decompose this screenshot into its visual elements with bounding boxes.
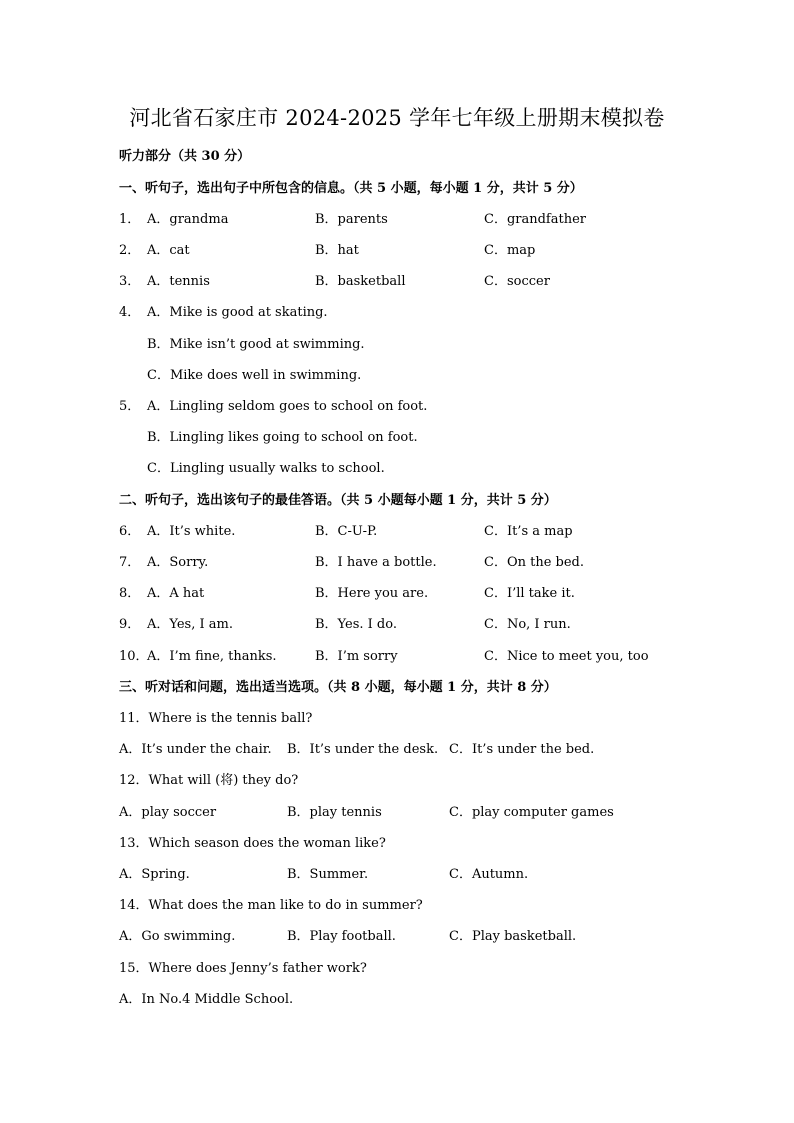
option-b: B．hat: [315, 243, 359, 258]
option-c: C．Nice to meet you, too: [484, 649, 649, 664]
option-b: B．Summer.: [287, 867, 369, 882]
question-text: 14．What does the man like to do in summer?: [119, 898, 423, 913]
option-c: C．map: [484, 243, 536, 258]
page-title: 河北省石家庄市 2024-2025 学年七年级上册期末模拟卷: [129, 106, 665, 130]
option-c: C．On the bed.: [484, 555, 585, 570]
option-b: B．It’s under the desk.: [287, 742, 439, 757]
question-text: 13．Which season does the woman like?: [119, 836, 386, 851]
option-a: A．Mike is good at skating.: [147, 305, 328, 320]
question-number: 4．: [119, 305, 141, 320]
option-b: B．I’m sorry: [315, 649, 398, 664]
option-c: C．Play basketball.: [449, 929, 577, 944]
question-number: 7．: [119, 555, 141, 570]
option-b: B．basketball: [315, 274, 406, 289]
question-number: 9．: [119, 617, 141, 632]
option-a: A．tennis: [147, 274, 210, 289]
option-a: A．grandma: [147, 212, 229, 227]
option-b: B．Yes. I do.: [315, 617, 397, 632]
option-a: A．Yes, I am.: [147, 617, 233, 632]
option-c: C．Autumn.: [449, 867, 529, 882]
option-c: C．grandfather: [484, 212, 586, 227]
option-c: C．soccer: [484, 274, 550, 289]
option-a: A．Sorry.: [147, 555, 209, 570]
question-number: 8．: [119, 586, 141, 601]
option-b: B．parents: [315, 212, 388, 227]
question-text: 12．What will (将) they do?: [119, 773, 299, 788]
option-b: B．Play football.: [287, 929, 396, 944]
option-a: A．In No.4 Middle School.: [119, 992, 294, 1007]
option-a: A．Go swimming.: [119, 929, 236, 944]
option-b: B．I have a bottle.: [315, 555, 437, 570]
option-a: A．It’s white.: [147, 524, 236, 539]
option-b: B．Mike isn’t good at swimming.: [147, 337, 365, 352]
question-number: 10．: [119, 649, 149, 664]
option-b: B．play tennis: [287, 805, 382, 820]
option-a: A．It’s under the chair.: [119, 742, 272, 757]
question-number: 1．: [119, 212, 141, 227]
option-b: B．Lingling likes going to school on foot.: [147, 430, 418, 445]
option-c: C．Lingling usually walks to school.: [147, 461, 385, 476]
question-number: 2．: [119, 243, 141, 258]
option-a: A．A hat: [147, 586, 205, 601]
option-a: A．play soccer: [119, 805, 217, 820]
question-text: 11．Where is the tennis ball?: [119, 711, 313, 726]
option-a: A．I’m fine, thanks.: [147, 649, 277, 664]
option-c: C．It’s under the bed.: [449, 742, 595, 757]
question-number: 5．: [119, 399, 141, 414]
question-number: 3．: [119, 274, 141, 289]
section-2-heading: 二、听句子，选出该句子的最佳答语。（共 5 小题每小题 1 分，共计 5 分）: [119, 493, 557, 508]
option-c: C．play computer games: [449, 805, 614, 820]
question-number: 6．: [119, 524, 141, 539]
option-b: B．Here you are.: [315, 586, 429, 601]
option-c: C．No, I run.: [484, 617, 571, 632]
option-a: A．Lingling seldom goes to school on foot.: [147, 399, 428, 414]
option-c: C．It’s a map: [484, 524, 573, 539]
listening-header: 听力部分（共 30 分）: [119, 149, 251, 164]
option-a: A．cat: [147, 243, 190, 258]
section-1-heading: 一、听句子，选出句子中所包含的信息。（共 5 小题，每小题 1 分，共计 5 分）: [119, 181, 583, 196]
option-c: C．Mike does well in swimming.: [147, 368, 362, 383]
option-b: B．C-U-P.: [315, 524, 378, 539]
section-3-heading: 三、听对话和问题，选出适当选项。（共 8 小题，每小题 1 分，共计 8 分）: [119, 680, 557, 695]
option-a: A．Spring.: [119, 867, 190, 882]
question-text: 15．Where does Jenny’s father work?: [119, 961, 367, 976]
option-c: C．I’ll take it.: [484, 586, 575, 601]
